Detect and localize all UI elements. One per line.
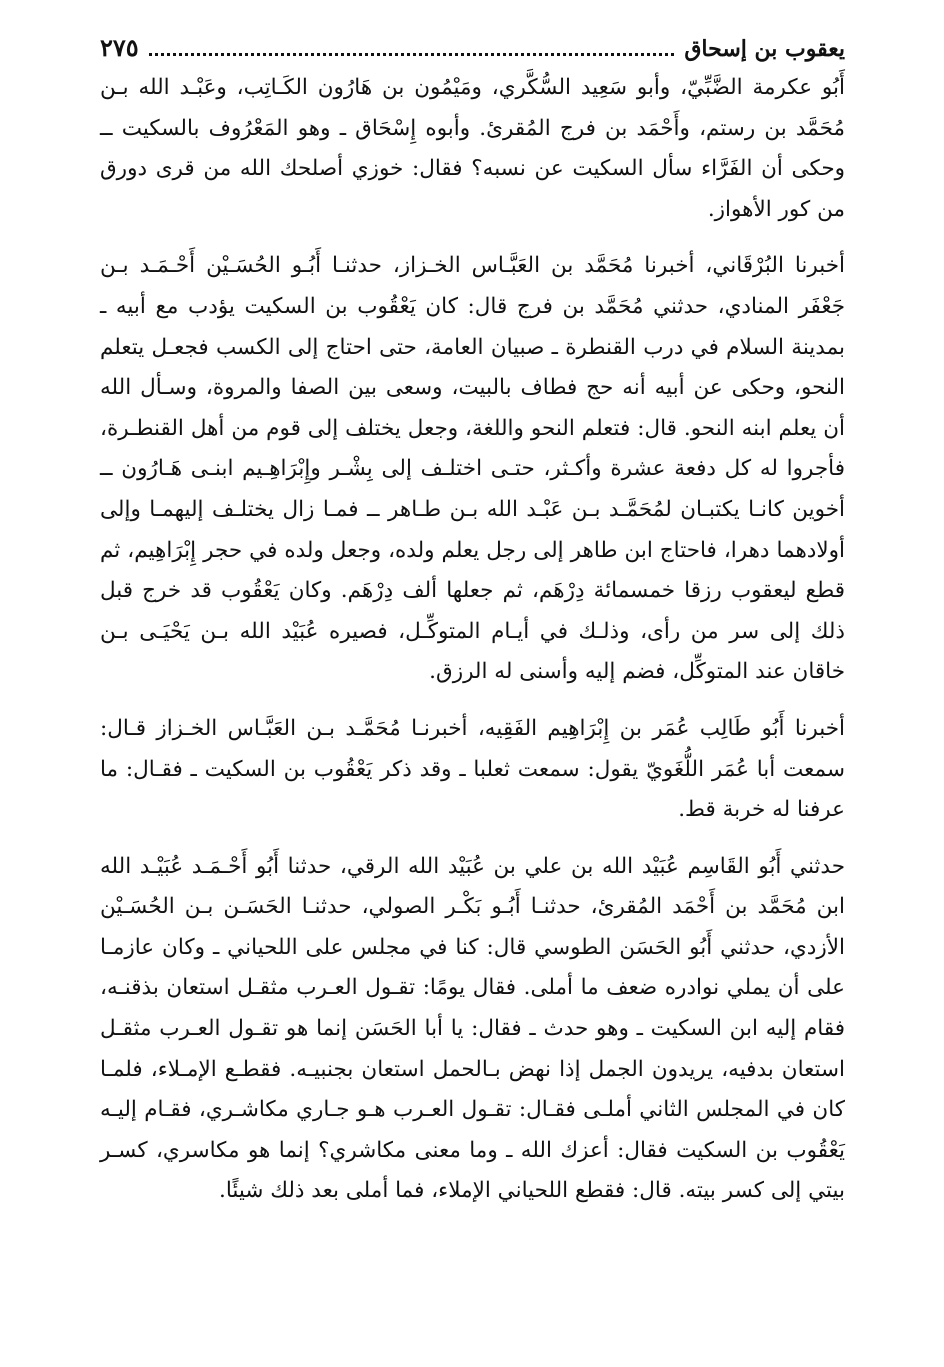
paragraph-2: أخبرنا البُرْقَاني، أخبرنا مُحَمَّد بن العَبَّـاس الخـزاز، حدثنـا أَبُـو الحُسَـيْن أَحْـمَـد بـن جَعْفَر المنادي، حدثني مُحَمَّد بن فرج قال: كان يَعْقُوب بن السكيت يؤدب مع أبيه ـ بمدينة السلام في درب القنطرة ـ صبيان العامة، حتى احتاج إلى الكسب فجعـل يتعلم النحو، وحكى عن أبيه أنه حج فطاف بالبيت، وسعى بين الصفا والمروة، وسـأل الله أن يعلم ابنه النحو. قال: فتعلم النحو واللغة، وجعل يختلف إلى قوم من أهل القنطـرة، فأجروا له كل دفعة عشرة وأكـثر، حتـى اختلـف إلى بِشْـر وإِبْرَاهِـيم ابنـى هَـارُون ــ أخوين كانـا يكتبـان لمُحَمَّـد بـن عَبْـد الله بـن طـاهر ــ فمـا زال يختلـف إليهمـا وإلى أولادهما دهرا، فاحتاج ابن طاهر إلى رجل يعلم ولده، وجعل ولده في حجر إِبْرَاهِيم، ثم قطع ليعقوب رزقا خمسمائة دِرْهَم، ثم جعلها ألف دِرْهَم. وكان يَعْقُوب قد خرج قبل ذلك إلى سر من رأى، وذلـك في أيـام المتوكِّـل، فصيره عُبَيْد الله بـن يَحْيَـى بـن خاقان عند المتوكِّل، فضم إليه وأسنى له الرزق. xyxy=(100,253,845,685)
paragraph-1: أَبُو عكرمة الضَّبِّيّ، وأبو سَعِيد السُّكَّري، ومَيْمُون بن هَارُون الكَـاتِب، وعَبْـد الله بـن مُحَمَّد بن رستم، وأَحْمَد بن فرج المُقرئ. وأبوه إِسْحَاق ـ وهو المَعْرُوف بالسكيت ــ وحكى أن الفَرَّاء سأل السكيت عن نسبه؟ فقال: خوزي أصلحك الله من قرى دورق من كور الأهواز. xyxy=(100,75,845,222)
document-page xyxy=(100,28,845,1212)
page-number: ٢٧٥ xyxy=(100,33,139,62)
paragraph-4: حدثني أَبُو القَاسِم عُبَيْد الله بن علي بن عُبَيْد الله الرقي، حدثنا أَبُو أَحْـمَـد عُبَيْـد الله ابن مُحَمَّد بن أَحْمَد المُقرئ، حدثنـا أَبُـو بَكْـر الصولي، حدثنـا الحَسَـن بـن الحُسَـيْن الأزدي، حدثني أَبُو الحَسَن الطوسي قال: كنا في مجلس على اللحياني ـ وكان عازمـا على أن يملي نوادره ضعف ما أملى. فقال يومًا: تقـول العـرب مثقـل استعان بذقنـه، فقام إليه ابن السكيت ـ وهو حدث ـ فقال: يا أبا الحَسَن إنما هو تقـول العـرب مثقـل استعان بدفيه، يريدون الجمل إذا نهض بـالحمل استعان بجنبيـه. فقطـع الإمـلاء، فلمـا كان في المجلس الثاني أملـى فقـال: تقـول العـرب هـو جـاري مكاشـري، فقـام إليـه يَعْقُوب بن السكيت فقال: أعزك الله ـ وما معنى مكاشري؟ إنما هو مكاسري، كسـر بيتي إلى كسر بيته. قال: فقطع اللحياني الإملاء، فما أملى بعد ذلك شيئًا. xyxy=(100,853,845,1204)
running-head xyxy=(100,28,845,68)
paragraph-3: أخبرنا أَبُو طَالِب عُمَر بن إِبْرَاهِيم الفَقِيه، أخبرنـا مُحَمَّـد بـن العَبَّـاس الخـزاز قـال: سمعت أبا عُمَر اللُّغَويّ يقول: سمعت ثعلبا ـ وقد ذكر يَعْقُوب بن السكيت ـ فقـال: ما عرفنا له خربة قط. xyxy=(100,715,845,823)
leader-dots xyxy=(149,53,675,56)
running-head-title: يعقوب بن إسحاق xyxy=(684,36,845,62)
